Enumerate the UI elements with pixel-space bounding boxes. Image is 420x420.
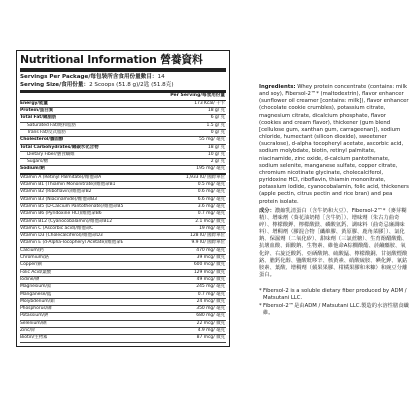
nutrient-amount: 128 IU/ 國際單位 xyxy=(190,233,225,239)
nutrient-amount: 49 mcg/ 微克 xyxy=(196,276,225,282)
nutrient-amount: 0.5 mg/ 毫克 xyxy=(197,182,225,188)
nutrient-row xyxy=(20,313,226,320)
nutrient-label: Vitamin B3 (Niacinamide)/維他命B3 xyxy=(20,196,97,202)
per-serving-header xyxy=(20,93,226,100)
nutrient-amount: 55 mg/ 毫克 xyxy=(199,137,225,143)
nutrient-amount: 4.9 mg/ 毫克 xyxy=(197,328,225,334)
facts-title: Nutritional Information 營養資料 xyxy=(20,53,226,72)
ingredients-en-text: Whey protein concentrate (contains: milk and soy), Fibersol-2™* (maltodextrin), flavor enhancer (sunflower oil creamer [contains: milk]), flavor enhancer (chocolate cookie crumbles), potassium citrate, magnesium citrate, dicalcium phosphate, flavor (cookies and cream flavor), thickener (gum blend [cellulose gum, xanthan gum, carrageenan]), sodium chloride, humectant (silicon dioxide), sweetener (sucralose), d-alpha tocopheryl acetate, ascorbic acid, sodium molybdate, biotin, retinyl palmitate, niacinamide, zinc oxide, d-calcium pantothenate, sodium selenite, manganese sulfate, copper citrate, chromium nicotinate glycinate, cholecalciferol, pyridoxine HCl, riboflavin, thiamin mononitrate, potassium iodide, cyanocobalamin, folic acid, thickeners (apple pectin, citrus pectin and rice bran) and pea protein isolate. xyxy=(259,84,409,205)
ingredients-zh-text: 濃縮乳清蛋白（含牛奶和大豆）、Fibersol-2™*（麥芽糊精）、增味劑（葵花油奶精［含牛奶］）、增味劑（朱古力曲奇碎）、檸檬酸鉀、檸檬酸鎂、磷酸氫鈣、調味料（曲奇忌廉調味料）、增稠劑（膠混合物［纖維膠、黃原膠、鹿角菜膠］）、氯化鈉、保濕劑（二氧化矽）、甜味劑（三氯蔗糖）、生育酚醋酸酯、抗壞血酸、鉬酸鈉、生物素、維他命A棕櫚酸酯、菸鹼醯胺、氧化鋅、右旋泛酸鈣、亞硒酸鈉、硫酸錳、檸檬酸銅、甘氨酸煙酸鉻、膽鈣化醇、鹽酸吡哆辛、核黃素、硝酸硫胺、碘化鉀、氰鈷胺素、葉酸、增稠劑（蘋果果膠、柑橘果膠和米糠）和豌豆分離蛋白。 xyxy=(259,207,408,279)
nutrient-amount: 0 g/ 克 xyxy=(210,130,225,135)
nutrient-amount: 1,933 IU/ 國際單位 xyxy=(185,174,225,180)
nutrient-label: Total Carbohydrates/總碳水化合物 xyxy=(20,144,99,150)
nutrient-amount: 173 Kcal/ 千卡 xyxy=(194,100,225,106)
footnote-chinese xyxy=(259,303,409,317)
nutrient-row xyxy=(20,137,226,144)
nutrient-label: Copper/銅 xyxy=(20,262,42,268)
nutrient-amount: 470 mg/ 毫克 xyxy=(196,247,225,253)
nutrient-label: Biotin/生物素 xyxy=(20,335,48,341)
nutrient-amount: 6.6 mg/ 毫克 xyxy=(197,196,225,202)
nutrient-row xyxy=(20,123,226,130)
nutrient-row xyxy=(20,321,226,328)
nutrient-row xyxy=(20,292,226,299)
nutrient-amount: 0.6 mg/ 毫克 xyxy=(197,189,225,195)
nutrient-amount: 195 mg/ 毫克 xyxy=(196,166,225,172)
serving-size-label: Serving Size/食用份量： xyxy=(20,82,90,89)
nutrient-label: Sodium/鈉 xyxy=(20,166,45,172)
ingredients-panel xyxy=(259,84,409,317)
nutrient-label: Calcium/鈣 xyxy=(20,247,44,253)
ingredients-zh-heading: 成分： xyxy=(259,207,275,214)
nutrient-amount: 18 g/ 克 xyxy=(207,108,225,114)
nutrient-row xyxy=(20,101,226,108)
nutrient-label: Total Fat/總脂肪 xyxy=(20,115,57,121)
nutrient-row xyxy=(20,277,226,284)
nutrient-amount: 6 g/ 克 xyxy=(210,115,225,121)
nutrient-row xyxy=(20,166,226,174)
nutrient-amount: 0.7 mg/ 毫克 xyxy=(197,211,225,217)
nutrient-amount: 2.1 mcg/ 微克 xyxy=(195,218,225,224)
nutrient-label: Selenium/硒 xyxy=(20,320,47,326)
nutrient-label: Molybdenum/鉬 xyxy=(20,298,55,304)
nutrient-row xyxy=(20,182,226,189)
nutrient-amount: 10 g/ 克 xyxy=(207,151,225,157)
nutrient-amount: 129 mcg/ 微克 xyxy=(193,269,225,275)
nutrient-label: Protein/蛋白質 xyxy=(20,108,54,114)
footnote-asterisk: * xyxy=(259,302,262,309)
nutrient-amount: 1.5 g/ 克 xyxy=(206,122,225,128)
nutrient-row xyxy=(20,204,226,211)
nutrient-label: Folic Acid/葉酸 xyxy=(20,269,52,275)
nutrient-amount: 600 mcg/ 微克 xyxy=(193,262,225,268)
nutrient-amount: 24 mcg/ 微克 xyxy=(196,298,225,304)
serving-size xyxy=(20,81,226,89)
footnote-en-text: Fibersol-2 is a soluble dietary fiber produced by ADM / Matsutani LLC. xyxy=(263,288,407,302)
serving-size-value: 2 Scoops (51.8 g)/2匙 (51.8克) xyxy=(89,82,174,89)
nutrient-amount: 680 mg/ 毫克 xyxy=(196,313,225,319)
ingredients-english xyxy=(259,84,409,206)
nutrient-row xyxy=(20,115,226,122)
footnotes xyxy=(259,288,409,317)
nutrient-amount: 0.7 mg/ 毫克 xyxy=(197,291,225,297)
nutrient-label: Saturated Fat/飽和脂肪 xyxy=(27,122,76,128)
per-serving-label: Per Serving/每食用份量 xyxy=(170,93,225,99)
nutrient-amount: 9.9 IU/ 國際單位 xyxy=(191,240,225,246)
nutrient-label: Phosphorus/磷 xyxy=(20,306,52,312)
ingredients-en-heading: Ingredients: xyxy=(259,84,296,90)
servings-label: Servings Per Package/每包裝所含食用份量數目： xyxy=(20,74,158,80)
nutrient-row xyxy=(20,335,226,342)
footnote-asterisk: * xyxy=(259,288,262,295)
nutrient-row xyxy=(20,108,226,115)
nutrient-label: Vitamin B2 (Riboflavin)/維他命B2 xyxy=(20,189,92,195)
servings-value: 14 xyxy=(157,74,165,80)
nutrient-amount: 3.6 mg/ 毫克 xyxy=(197,203,225,209)
nutrient-amount: 39 mcg/ 微克 xyxy=(196,255,225,261)
nutrient-row xyxy=(20,270,226,277)
nutrient-label: Vitamin C (Ascorbic acid)/維他命C xyxy=(20,225,94,231)
nutrient-row xyxy=(20,211,226,218)
nutrient-amount: 350 mg/ 毫克 xyxy=(196,306,225,312)
nutrient-label: Trans Fat/反式脂肪 xyxy=(27,130,66,135)
nutrient-row xyxy=(20,306,226,313)
nutrient-amount: 87 mcg/ 微克 xyxy=(196,335,225,341)
nutrient-label: Chromium/鉻 xyxy=(20,255,49,261)
nutrient-amount: 22 mcg/ 微克 xyxy=(196,320,225,326)
nutrient-amount: 18 g/ 克 xyxy=(207,144,225,150)
nutrient-label: Zinc/鋅 xyxy=(20,328,36,334)
nutrient-row xyxy=(20,145,226,152)
nutrient-row xyxy=(20,159,226,166)
nutrient-amount: 245 mg/ 毫克 xyxy=(196,284,225,290)
nutrient-row xyxy=(20,299,226,306)
nutrient-row xyxy=(20,152,226,159)
footnote-zh-text: Fibersol-2™是由ADM / Matsutani LLC.製造的水溶性膳食纖維。 xyxy=(263,302,409,316)
nutrient-amount: 2 g/ 克 xyxy=(210,159,225,165)
nutrient-table xyxy=(20,101,226,343)
nutrient-row xyxy=(20,240,226,247)
nutrient-label: Vitamin B5 (D-Calcium Pantothenate)/維他命B5 xyxy=(20,203,124,209)
nutrient-row xyxy=(20,328,226,335)
nutrient-row xyxy=(20,284,226,291)
nutrient-amount: 19 mg/ 毫克 xyxy=(199,225,225,231)
footnote-english xyxy=(259,288,409,302)
nutrient-label: Vitamin A (Retinyl Palmitate)/維他命A xyxy=(20,174,102,180)
nutrient-label: Cholesterol/膽固醇 xyxy=(20,137,64,143)
nutrient-row xyxy=(20,175,226,182)
nutrient-label: Vitamin B6 (Pyridoxine HCl)/維他命B6 xyxy=(20,211,102,217)
nutrient-label: Magnesium/鎂 xyxy=(20,284,52,290)
nutrient-row xyxy=(20,219,226,226)
nutrient-label: Vitamin E (d-Alpha-Tocopheryl Acetate)/維他命E xyxy=(20,240,124,246)
nutrient-row xyxy=(20,130,226,137)
nutrition-facts-panel xyxy=(16,50,230,347)
nutrient-row xyxy=(20,262,226,269)
nutrient-row xyxy=(20,197,226,204)
nutrient-label: Vitamin D3 (Cholecalciferol)/維他命D3 xyxy=(20,233,103,239)
ingredients-chinese xyxy=(259,208,409,280)
nutrient-label: Sugars/糖 xyxy=(27,159,49,165)
nutrient-row xyxy=(20,189,226,196)
nutrient-label: Dietary Fiber/膳食纖維 xyxy=(27,151,75,157)
nutrient-label: Manganese/錳 xyxy=(20,291,52,297)
nutrient-label: Vitamin B1 (Thiamin Mononitrate)/維他命B1 xyxy=(20,182,116,188)
nutrient-label: Potassium/鉀 xyxy=(20,313,49,319)
nutrient-label: Iodine/碘 xyxy=(20,276,40,282)
nutrient-label: Energy/能量 xyxy=(20,100,48,106)
nutrient-label: Vitamin B12 (Cyanocobalamin)/維他命B12 xyxy=(20,218,113,224)
servings-per-package xyxy=(20,73,226,81)
nutrient-row xyxy=(20,248,226,255)
